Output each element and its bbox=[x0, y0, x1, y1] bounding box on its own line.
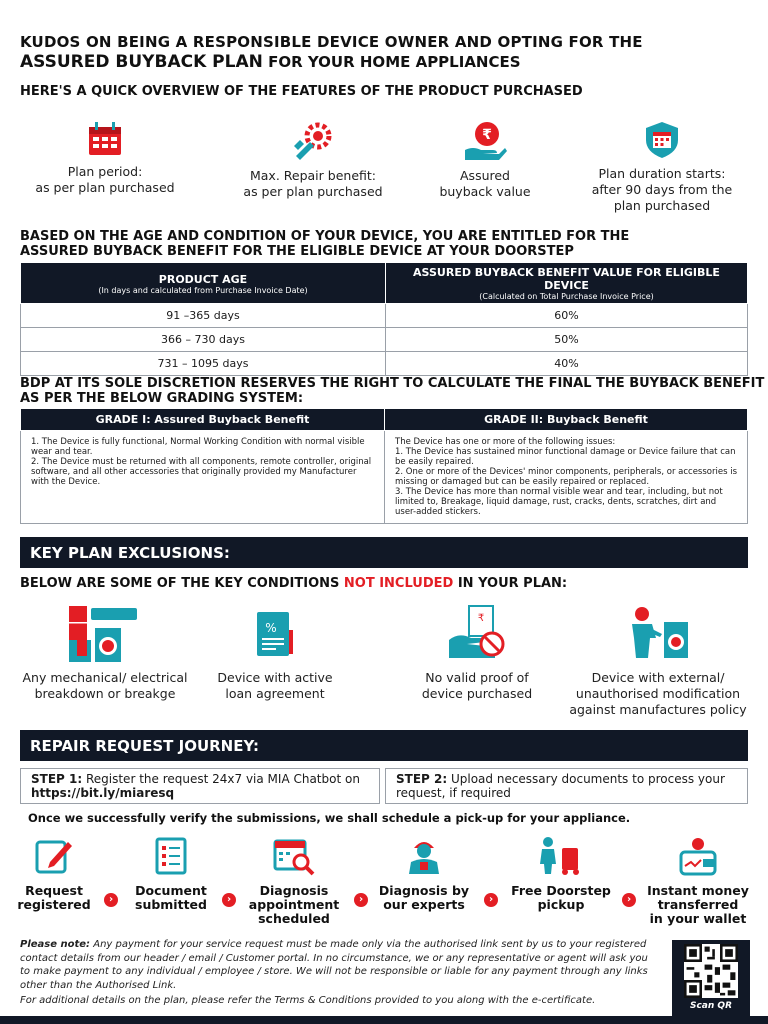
table-row: 731 – 1095 days 40% bbox=[21, 352, 748, 376]
grade2-header: GRADE II: Buyback Benefit bbox=[385, 409, 748, 431]
feature-value-1: as per plan purchased bbox=[35, 180, 175, 195]
rupee-hand-icon bbox=[463, 120, 507, 162]
grade2-intro: The Device has one or more of the following issues: bbox=[395, 437, 616, 447]
chevron-right-icon: › bbox=[222, 893, 236, 907]
not-included-text: NOT INCLUDED bbox=[343, 576, 454, 591]
overview-heading: HERE'S A QUICK OVERVIEW OF THE FEATURES OF THE PRODUCT PURCHASED bbox=[20, 84, 583, 99]
table-row: 366 – 730 days 50% bbox=[21, 328, 748, 352]
checklist-icon bbox=[153, 836, 189, 876]
chatbot-link[interactable]: https://bit.ly/miaresq bbox=[31, 786, 175, 800]
appliances-icon bbox=[65, 604, 145, 664]
grade1-criteria bbox=[21, 431, 385, 524]
list-item: 2. One or more of the Devices' minor components, peripherals, or accessories is missing or damaged but can be easily repaired or replaced. bbox=[395, 467, 738, 487]
journey-step: Instant money transferred in your wallet bbox=[644, 836, 752, 926]
technician-icon bbox=[626, 604, 690, 660]
entitled-line2: ASSURED BUYBACK BENEFIT FOR THE ELIGIBLE DEVICE AT YOUR DOORSTEP bbox=[20, 244, 574, 259]
entitled-heading bbox=[20, 229, 629, 259]
verify-text: Once we successfully verify the submissions, we shall schedule a pick-up for your appliance. bbox=[28, 811, 631, 825]
exclusions-band: KEY PLAN EXCLUSIONS: bbox=[20, 537, 748, 568]
grade2-criteria bbox=[385, 431, 748, 524]
plan-name: ASSURED BUYBACK PLAN bbox=[20, 52, 263, 72]
feature-plan-period bbox=[30, 120, 180, 196]
feature-value-4a: after 90 days from the bbox=[591, 182, 733, 197]
feature-value-2: as per plan purchased bbox=[243, 184, 383, 199]
footer-bar bbox=[0, 1016, 768, 1024]
svg-text:%: % bbox=[265, 621, 277, 635]
payment-note: Please note: Any payment for your service request must be made only via the authorised link sent by us to your registered contact details from our header / email / Customer portal. In no circumstance, we or any representative or agent will ask you to make payment to any individual / employee / store. We will not be responsible or liable for any payment through any links other than the Authorised Link. For additional details on the plan, please refer the Terms & Conditions provided to you along with the e-certificate. bbox=[20, 938, 660, 1008]
header-line2 bbox=[20, 52, 521, 72]
table-row: 91 –365 days 60% bbox=[21, 304, 748, 328]
age-benefit-table bbox=[20, 262, 748, 376]
entitled-line1: BASED ON THE AGE AND CONDITION OF YOUR DEVICE, YOU ARE ENTITLED FOR THE bbox=[20, 229, 630, 244]
feature-assured-buyback bbox=[420, 120, 550, 200]
wallet-icon bbox=[677, 836, 719, 876]
qr-label: Scan QR bbox=[689, 1001, 732, 1011]
shield-calendar-icon bbox=[643, 120, 681, 160]
pickup-icon bbox=[538, 836, 584, 876]
product-age-header: PRODUCT AGE (In days and calculated from Purchase Invoice Date) bbox=[21, 263, 386, 304]
journey-step: Free Doorstep pickup bbox=[506, 836, 616, 912]
exclusions-lead: BELOW ARE SOME OF THE KEY CONDITIONS NOT INCLUDED IN YOUR PLAN: bbox=[20, 576, 568, 591]
journey-band: REPAIR REQUEST JOURNEY: bbox=[20, 730, 748, 761]
qr-code[interactable] bbox=[672, 940, 750, 1016]
expert-icon bbox=[403, 836, 445, 876]
chevron-right-icon: › bbox=[104, 893, 118, 907]
feature-label-1: Plan period: bbox=[67, 164, 143, 179]
grading-line2: AS PER THE BELOW GRADING SYSTEM: bbox=[20, 391, 304, 406]
exclusion-item: Device with external/ unauthorised modification against manufactures policy bbox=[568, 604, 748, 718]
additional-details: For additional details on the plan, please refer the Terms & Conditions provided to you along with the e-certificate. bbox=[20, 995, 596, 1006]
calendar-search-icon bbox=[271, 836, 317, 876]
chevron-right-icon: › bbox=[354, 893, 368, 907]
edit-icon bbox=[34, 836, 74, 876]
repair-gear-icon bbox=[290, 120, 336, 162]
header-line1: KUDOS ON BEING A RESPONSIBLE DEVICE OWNER AND OPTING FOR THE bbox=[20, 33, 643, 51]
no-invoice-icon bbox=[447, 604, 507, 660]
feature-label-3: Assured bbox=[460, 168, 510, 183]
chevron-right-icon: › bbox=[484, 893, 498, 907]
grading-heading bbox=[20, 376, 764, 406]
loan-document-icon bbox=[253, 610, 297, 660]
exclusion-item: ₹ No valid proof of device purchased bbox=[402, 604, 552, 702]
svg-text:₹: ₹ bbox=[477, 613, 485, 624]
feature-value-3: buyback value bbox=[439, 184, 531, 199]
step2-box: STEP 2: Upload necessary documents to process your request, if required bbox=[385, 768, 748, 804]
chevron-right-icon: › bbox=[622, 893, 636, 907]
journey-step: Diagnosis by our experts bbox=[374, 836, 474, 912]
feature-repair-benefit bbox=[228, 120, 398, 200]
journey-step: Document submitted bbox=[128, 836, 214, 912]
exclusion-item: Any mechanical/ electrical breakdown or breakge bbox=[20, 604, 190, 702]
feature-plan-duration bbox=[588, 120, 736, 214]
exclusion-item: % Device with active loan agreement bbox=[210, 604, 340, 702]
qr-code-image bbox=[684, 944, 738, 998]
feature-label-4: Plan duration starts: bbox=[598, 166, 726, 181]
list-item: 2. The Device must be returned with all components, remote controller, original software, and all other accessories that originally provided my Manufacturer with the Device. bbox=[31, 457, 372, 487]
benefit-value-header: ASSURED BUYBACK BENEFIT VALUE FOR ELIGIBLE DEVICE (Calculated on Total Purchase Invoice Price) bbox=[386, 263, 748, 304]
journey-step: Request registered bbox=[12, 836, 96, 912]
feature-value-4b: plan purchased bbox=[613, 198, 711, 213]
feature-label-2: Max. Repair benefit: bbox=[249, 168, 376, 183]
grading-line1: BDP AT ITS SOLE DISCRETION RESERVES THE RIGHT TO CALCULATE THE FINAL THE BUYBACK BENEFIT bbox=[20, 376, 765, 391]
list-item: 1. The Device has sustained minor functional damage or Device failure that can be easily repaired. bbox=[395, 447, 736, 467]
grading-table bbox=[20, 408, 748, 524]
header-line2-rest: FOR YOUR HOME APPLIANCES bbox=[262, 53, 521, 71]
calendar-icon bbox=[86, 120, 124, 158]
svg-text:₹: ₹ bbox=[482, 127, 492, 143]
step1-box: STEP 1: Register the request 24x7 via MIA Chatbot on https://bit.ly/miaresq bbox=[20, 768, 380, 804]
journey-step: Diagnosis appointment scheduled bbox=[244, 836, 344, 926]
list-item: 3. The Device has more than normal visible wear and tear, including, but not limited to, Breakage, liquid damage, rust, cracks, dents, scratches, dirt and user-added stickers. bbox=[395, 487, 723, 517]
list-item: 1. The Device is fully functional, Normal Working Condition with normal visible wear and tear. bbox=[31, 437, 365, 457]
grade1-header: GRADE I: Assured Buyback Benefit bbox=[21, 409, 385, 431]
